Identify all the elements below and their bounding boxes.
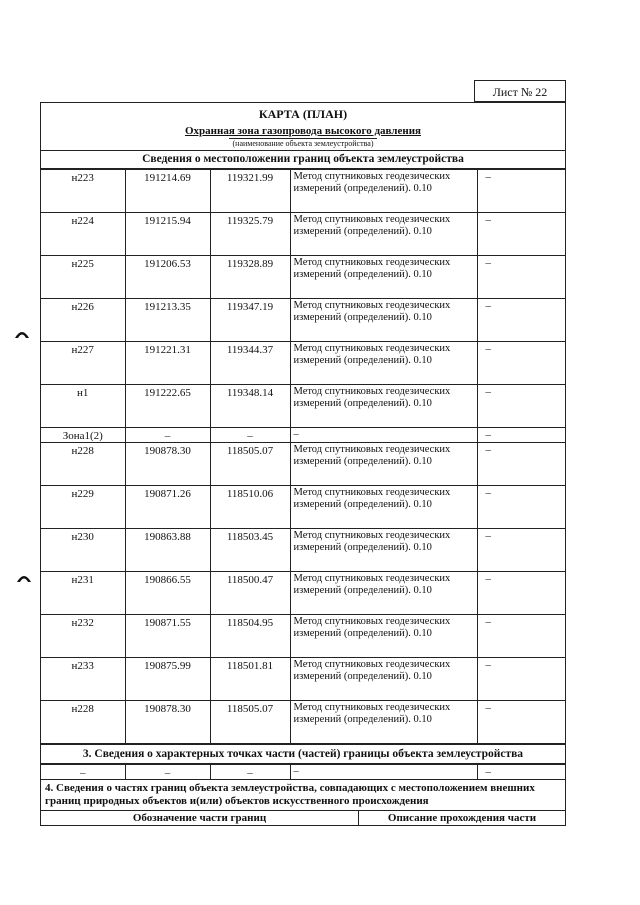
cell-x: 191213.35 — [125, 299, 210, 342]
cell-point: н229 — [41, 486, 125, 529]
cell-x: 190878.30 — [125, 443, 210, 486]
cell-y: 118500.47 — [210, 572, 290, 615]
cell-method: Метод спутниковых геодезических измерений (определений). 0.10 — [290, 256, 477, 299]
sheet-number: Лист № 22 — [474, 80, 566, 102]
cell-x: – — [125, 428, 210, 443]
cell-y: 118501.81 — [210, 658, 290, 701]
section3-row — [41, 765, 565, 780]
cell-point: н226 — [41, 299, 125, 342]
cell-y: 119344.37 — [210, 342, 290, 385]
cell-method: Метод спутниковых геодезических измерений (определений). 0.10 — [290, 385, 477, 428]
cell-method: Метод спутниковых геодезических измерений (определений). 0.10 — [290, 443, 477, 486]
punch-hole-mark — [14, 328, 30, 338]
cell-y: – — [210, 765, 290, 780]
coordinates-table — [41, 169, 565, 744]
cell-y: 119325.79 — [210, 213, 290, 256]
table-row — [41, 443, 565, 486]
cell-point: н231 — [41, 572, 125, 615]
cell-description: – — [477, 428, 565, 443]
cell-point: н224 — [41, 213, 125, 256]
cell-y: 118505.07 — [210, 443, 290, 486]
cell-description: – — [477, 213, 565, 256]
cell-y: 119321.99 — [210, 170, 290, 213]
cell-x: 190871.55 — [125, 615, 210, 658]
column-part-designation: Обозначение части границ — [41, 811, 359, 825]
cell-y: 119347.19 — [210, 299, 290, 342]
table-row — [41, 428, 565, 443]
cell-point: н1 — [41, 385, 125, 428]
section4-columns — [41, 811, 565, 825]
cell-point: н233 — [41, 658, 125, 701]
cell-point: н225 — [41, 256, 125, 299]
cell-method: – — [290, 765, 477, 780]
map-title: КАРТА (ПЛАН) — [258, 107, 348, 121]
table-row — [41, 385, 565, 428]
cell-x: 190875.99 — [125, 658, 210, 701]
cell-y: 118503.45 — [210, 529, 290, 572]
cell-description: – — [477, 765, 565, 780]
cell-method: – — [290, 428, 477, 443]
cell-method: Метод спутниковых геодезических измерений (определений). 0.10 — [290, 213, 477, 256]
cell-y: 118510.06 — [210, 486, 290, 529]
section3-table — [41, 764, 565, 780]
cell-point: н230 — [41, 529, 125, 572]
table-row — [41, 256, 565, 299]
cell-description: – — [477, 170, 565, 213]
cell-description: – — [477, 256, 565, 299]
object-name: Охранная зона газопровода высокого давления — [184, 125, 421, 137]
cell-x: 190871.26 — [125, 486, 210, 529]
cell-point: н232 — [41, 615, 125, 658]
cell-description: – — [477, 342, 565, 385]
cell-method: Метод спутниковых геодезических измерений (определений). 0.10 — [290, 701, 477, 744]
punch-hole-mark — [16, 572, 32, 582]
cell-point: Зона1(2) — [41, 428, 125, 443]
cell-description: – — [477, 299, 565, 342]
cell-y: – — [210, 428, 290, 443]
column-part-description: Описание прохождения части — [387, 812, 537, 824]
cell-x: 191221.31 — [125, 342, 210, 385]
cell-description: – — [477, 615, 565, 658]
cell-method: Метод спутниковых геодезических измерений (определений). 0.10 — [290, 658, 477, 701]
cell-point: н228 — [41, 701, 125, 744]
table-row — [41, 342, 565, 385]
cell-method: Метод спутниковых геодезических измерений (определений). 0.10 — [290, 486, 477, 529]
cell-description: – — [477, 658, 565, 701]
cell-y: 118505.07 — [210, 701, 290, 744]
cell-x: 191222.65 — [125, 385, 210, 428]
section4-heading: 4. Сведения о частях границ объекта землеустройства, совпадающих с местоположением внешних границ природных объектов и(или) объектов искусственного происхождения — [41, 780, 565, 811]
table-row — [41, 701, 565, 744]
cell-method: Метод спутниковых геодезических измерений (определений). 0.10 — [290, 615, 477, 658]
table-row — [41, 658, 565, 701]
cell-point: н227 — [41, 342, 125, 385]
cell-x: 190878.30 — [125, 701, 210, 744]
cell-method: Метод спутниковых геодезических измерений (определений). 0.10 — [290, 170, 477, 213]
cell-description: – — [477, 385, 565, 428]
table-row — [41, 213, 565, 256]
document-frame — [40, 102, 566, 826]
cell-y: 119348.14 — [210, 385, 290, 428]
cell-x: 190863.88 — [125, 529, 210, 572]
cell-method: Метод спутниковых геодезических измерений (определений). 0.10 — [290, 572, 477, 615]
object-name-caption: (наименование объекта землеустройства) — [41, 137, 565, 150]
cell-description: – — [477, 572, 565, 615]
cell-x: 191214.69 — [125, 170, 210, 213]
cell-description: – — [477, 486, 565, 529]
cell-description: – — [477, 529, 565, 572]
table-row — [41, 615, 565, 658]
cell-point: – — [41, 765, 125, 780]
cell-y: 118504.95 — [210, 615, 290, 658]
cell-x: 191206.53 — [125, 256, 210, 299]
table-row — [41, 572, 565, 615]
cell-description: – — [477, 443, 565, 486]
cell-y: 119328.89 — [210, 256, 290, 299]
cell-point: н228 — [41, 443, 125, 486]
cell-method: Метод спутниковых геодезических измерений (определений). 0.10 — [290, 529, 477, 572]
cell-description: – — [477, 701, 565, 744]
cell-x: 191215.94 — [125, 213, 210, 256]
cell-x: 190866.55 — [125, 572, 210, 615]
cell-method: Метод спутниковых геодезических измерений (определений). 0.10 — [290, 342, 477, 385]
table-row — [41, 486, 565, 529]
section-location-heading: Сведения о местоположении границ объекта землеустройства — [41, 150, 565, 169]
cell-x: – — [125, 765, 210, 780]
table-row — [41, 170, 565, 213]
table-row — [41, 529, 565, 572]
cell-point: н223 — [41, 170, 125, 213]
table-row — [41, 299, 565, 342]
cell-method: Метод спутниковых геодезических измерений (определений). 0.10 — [290, 299, 477, 342]
section3-heading: 3. Сведения о характерных точках части (частей) границы объекта землеустройства — [41, 744, 565, 764]
